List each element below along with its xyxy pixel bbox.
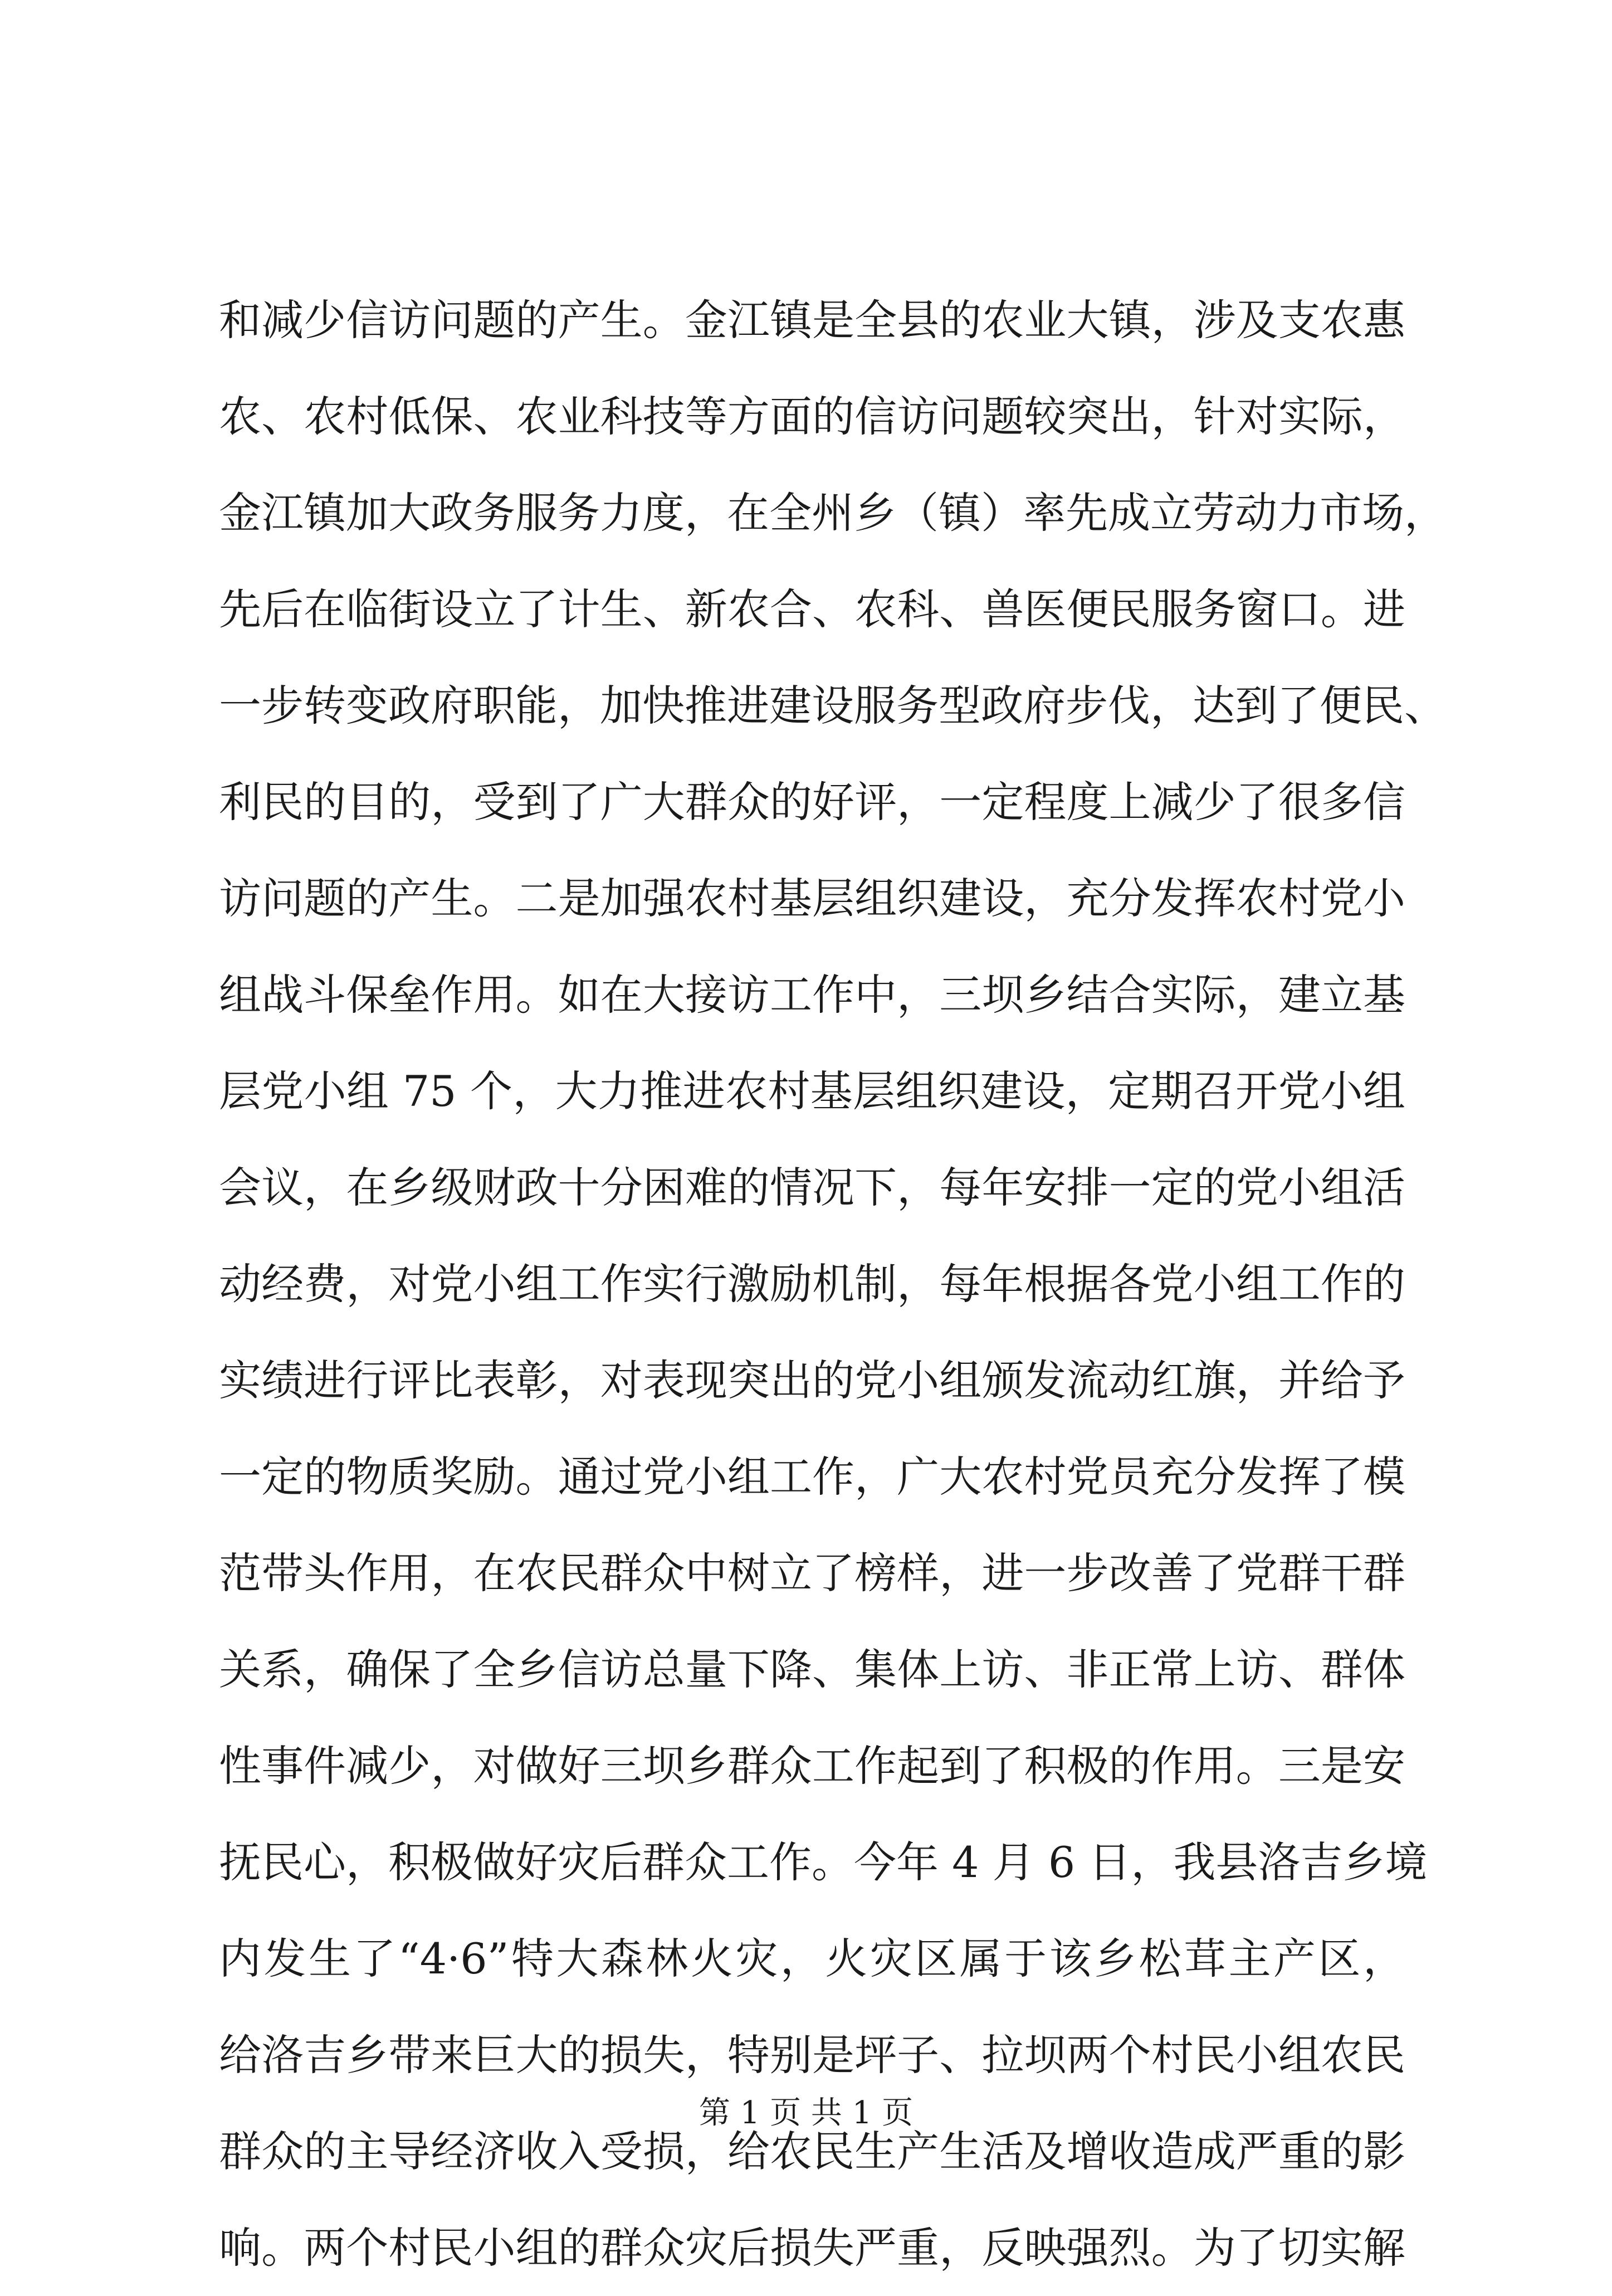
text-line: 动经费，对党小组工作实行激励机制，每年根据各党小组工作的	[219, 1259, 1405, 1309]
body-text	[219, 272, 1447, 2296]
text-line: 性事件减少，对做好三坝乡群众工作起到了积极的作用。三是安	[219, 1741, 1405, 1791]
text-line: 群众的主导经济收入受损，给农民生产生活及增收造成严重的影	[219, 2127, 1405, 2176]
text-line: 和减少信访问题的产生。金江镇是全县的农业大镇，涉及支农惠	[219, 295, 1405, 345]
text-line: 实绩进行评比表彰，对表现突出的党小组颁发流动红旗，并给予	[219, 1356, 1405, 1405]
page-footer: 第 1 页 共 1 页	[698, 2095, 914, 2131]
text-line: 先后在临街设立了计生、新农合、农科、兽医便民服务窗口。进	[219, 584, 1405, 634]
text-line: 内发生了“4·6”特大森林火灾，火灾区属于该乡松茸主产区，	[219, 1934, 1405, 1983]
text-line: 会议，在乡级财政十分困难的情况下，每年安排一定的党小组活	[219, 1163, 1405, 1212]
text-line: 金江镇加大政务服务力度，在全州乡（镇）率先成立劳动力市场，	[219, 488, 1447, 538]
text-line: 农、农村低保、农业科技等方面的信访问题较突出，针对实际，	[219, 392, 1405, 441]
text-line: 一步转变政府职能，加快推进建设服务型政府步伐，达到了便民、	[219, 681, 1447, 730]
text-line: 利民的目的，受到了广大群众的好评，一定程度上减少了很多信	[219, 777, 1405, 827]
text-line: 一定的物质奖励。通过党小组工作，广大农村党员充分发挥了模	[219, 1452, 1405, 1502]
text-line: 范带头作用，在农民群众中树立了榜样，进一步改善了党群干群	[219, 1548, 1405, 1598]
text-line: 抚民心，积极做好灾后群众工作。今年 4 月 6 日，我县洛吉乡境	[219, 1837, 1428, 1887]
text-line: 给洛吉乡带来巨大的损失，特别是坪子、拉坝两个村民小组农民	[219, 2030, 1405, 2080]
text-line: 关系，确保了全乡信访总量下降、集体上访、非正常上访、群体	[219, 1645, 1405, 1694]
text-line: 层党小组 75 个，大力推进农村基层组织建设，定期召开党小组	[219, 1066, 1405, 1116]
text-line: 访问题的产生。二是加强农村基层组织建设，充分发挥农村党小	[219, 874, 1405, 923]
text-line: 响。两个村民小组的群众灾后损失严重，反映强烈。为了切实解	[219, 2223, 1405, 2273]
text-line: 组战斗保垒作用。如在大接访工作中，三坝乡结合实际，建立基	[219, 970, 1405, 1020]
